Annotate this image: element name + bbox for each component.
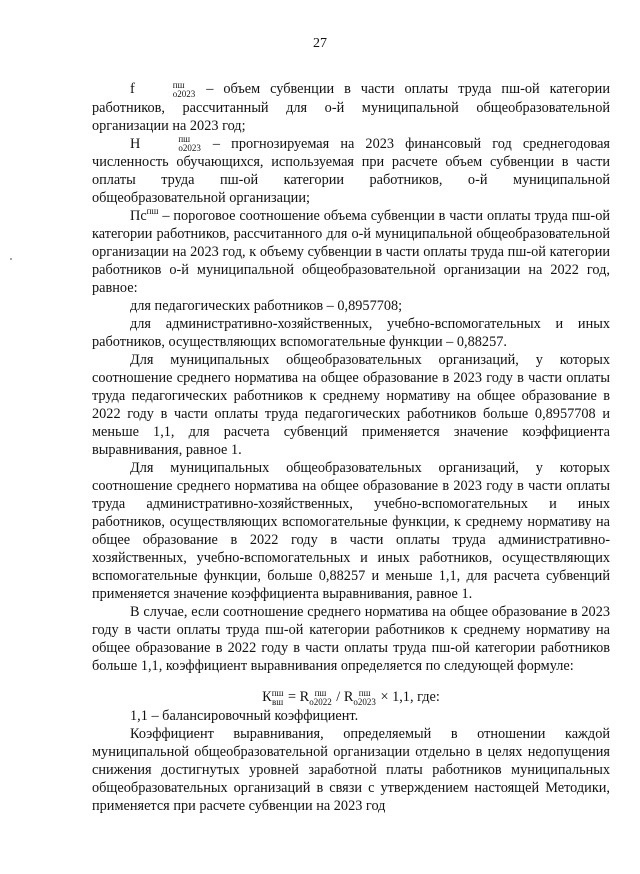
formula-r2-scripts xyxy=(353,689,376,707)
paragraph-n-definition xyxy=(92,135,610,208)
paragraph-admin-threshold: для административно-хозяйственных, учебно-вспомогательных и иных работников, осуществляющих вспомогательные функции – 0,88257. xyxy=(92,316,610,351)
symbol-f-base: f xyxy=(130,81,135,97)
scan-speck xyxy=(10,258,12,260)
symbol-pc-base: Пс xyxy=(130,208,147,225)
symbol-n-scripts xyxy=(140,135,201,153)
paragraph-f-definition xyxy=(92,80,610,135)
symbol-f-sub: о2023 xyxy=(172,88,196,99)
formula-r2-base: R xyxy=(343,689,354,706)
paragraph-case-above: В случае, если соотношение среднего норматива на общее образование в 2023 году в части оплаты труда пш-ой категории работников к среднему нормативу на общее образование в 2022 году в части оплаты труда пш-ой категории работников больше 1,1, коэффициент выравнивания определяется по следующей формуле: xyxy=(92,604,610,675)
symbol-f-scripts xyxy=(135,81,196,99)
formula-k-sub: вш xyxy=(271,697,284,708)
paragraph-balancing-coefficient: 1,1 – балансировочный коэффициент. xyxy=(130,708,359,725)
paragraph-pedagogical-threshold: для педагогических работников – 0,8957708; xyxy=(130,298,403,315)
paragraph-coefficient-application: Коэффициент выравнивания, определяемый в отношении каждой муниципальной общеобразовательной организации отдельно в целях недопущения снижения достигнутых уровней заработной платы работников муниципальных общеобразовательных организаций в связи с утверждением настоящей Методики, применяется при расчете субвенции на 2023 год xyxy=(92,726,610,815)
formula-r2-sup: пш xyxy=(358,688,371,699)
formula-r1-sup: пш xyxy=(314,688,327,699)
paragraph-n-text: – прогнозируемая на 2023 финансовый год среднегодовая численность обучающихся, используемая при расчете объем субвенции в части оплаты труда пш-ой категории работников, о-й муниципальной общеобразовательной организации; xyxy=(92,135,610,207)
formula-k-base: К xyxy=(262,689,272,706)
formula-tail: × 1,1, где: xyxy=(376,689,440,706)
formula-r1-sub: о2022 xyxy=(309,697,332,708)
formula-r1-base: R xyxy=(299,689,310,706)
paragraph-pedagogical-rule: Для муниципальных общеобразовательных организаций, у которых соотношение среднего норматива на общее образование в 2023 году в части оплаты труда педагогических работников к среднему нормативу на общее образование в 2022 году в части оплаты труда педагогических работников больше 0,8957708 и меньше 1,1, для расчета субвенций применяется значение коэффициента выравнивания, равное 1. xyxy=(92,352,610,459)
paragraph-f-text: – объем субвенции в части оплаты труда пш-ой категории работников, рассчитанный для о-й муниципальной общеобразовательной организации на 2023 год; xyxy=(92,81,610,134)
document-body xyxy=(92,80,610,815)
paragraph-pc-definition xyxy=(92,207,610,297)
symbol-n-sup: пш xyxy=(178,134,191,145)
page-number: 27 xyxy=(313,36,327,51)
formula-r2-sub: о2023 xyxy=(353,697,376,708)
symbol-n-sub: о2023 xyxy=(178,143,201,154)
formula-equals: = xyxy=(284,689,300,706)
paragraph-admin-rule: Для муниципальных общеобразовательных организаций, у которых соотношение среднего норматива на общее образование в 2023 году в части оплаты труда административно-хозяйственных, учебно-вспомогательных и иных работников, осуществляющих вспомогательные функции, к среднему нормативу на общее образование в 2022 году в части оплаты труда административно-хозяйственных, учебно-вспомогательных и иных работников, осуществляющих вспомогательные функции, больше 0,88257 и меньше 1,1, для расчета субвенций применяется значение коэффициента выравнивания, равное 1. xyxy=(92,460,610,603)
formula-leveling-coefficient xyxy=(92,688,610,707)
formula-divide: / xyxy=(332,689,344,706)
formula-r1-scripts xyxy=(309,689,332,707)
formula-k-scripts xyxy=(272,689,284,707)
symbol-f-sup: пш xyxy=(172,79,185,90)
symbol-n-base: Н xyxy=(130,135,141,152)
paragraph-pc-text: – пороговое соотношение объема субвенции в части оплаты труда пш-ой категории работников, рассчитанного для о-й муниципальной общеобразовательной организации на 2023 год, к объему субвенции в части оплаты труда пш-ой категории работников о-й муниципальной общеобразовательной организации на 2022 год, равное: xyxy=(92,208,610,297)
formula-k-sup: пш xyxy=(271,688,284,699)
symbol-pc-sup: пш xyxy=(146,206,159,217)
